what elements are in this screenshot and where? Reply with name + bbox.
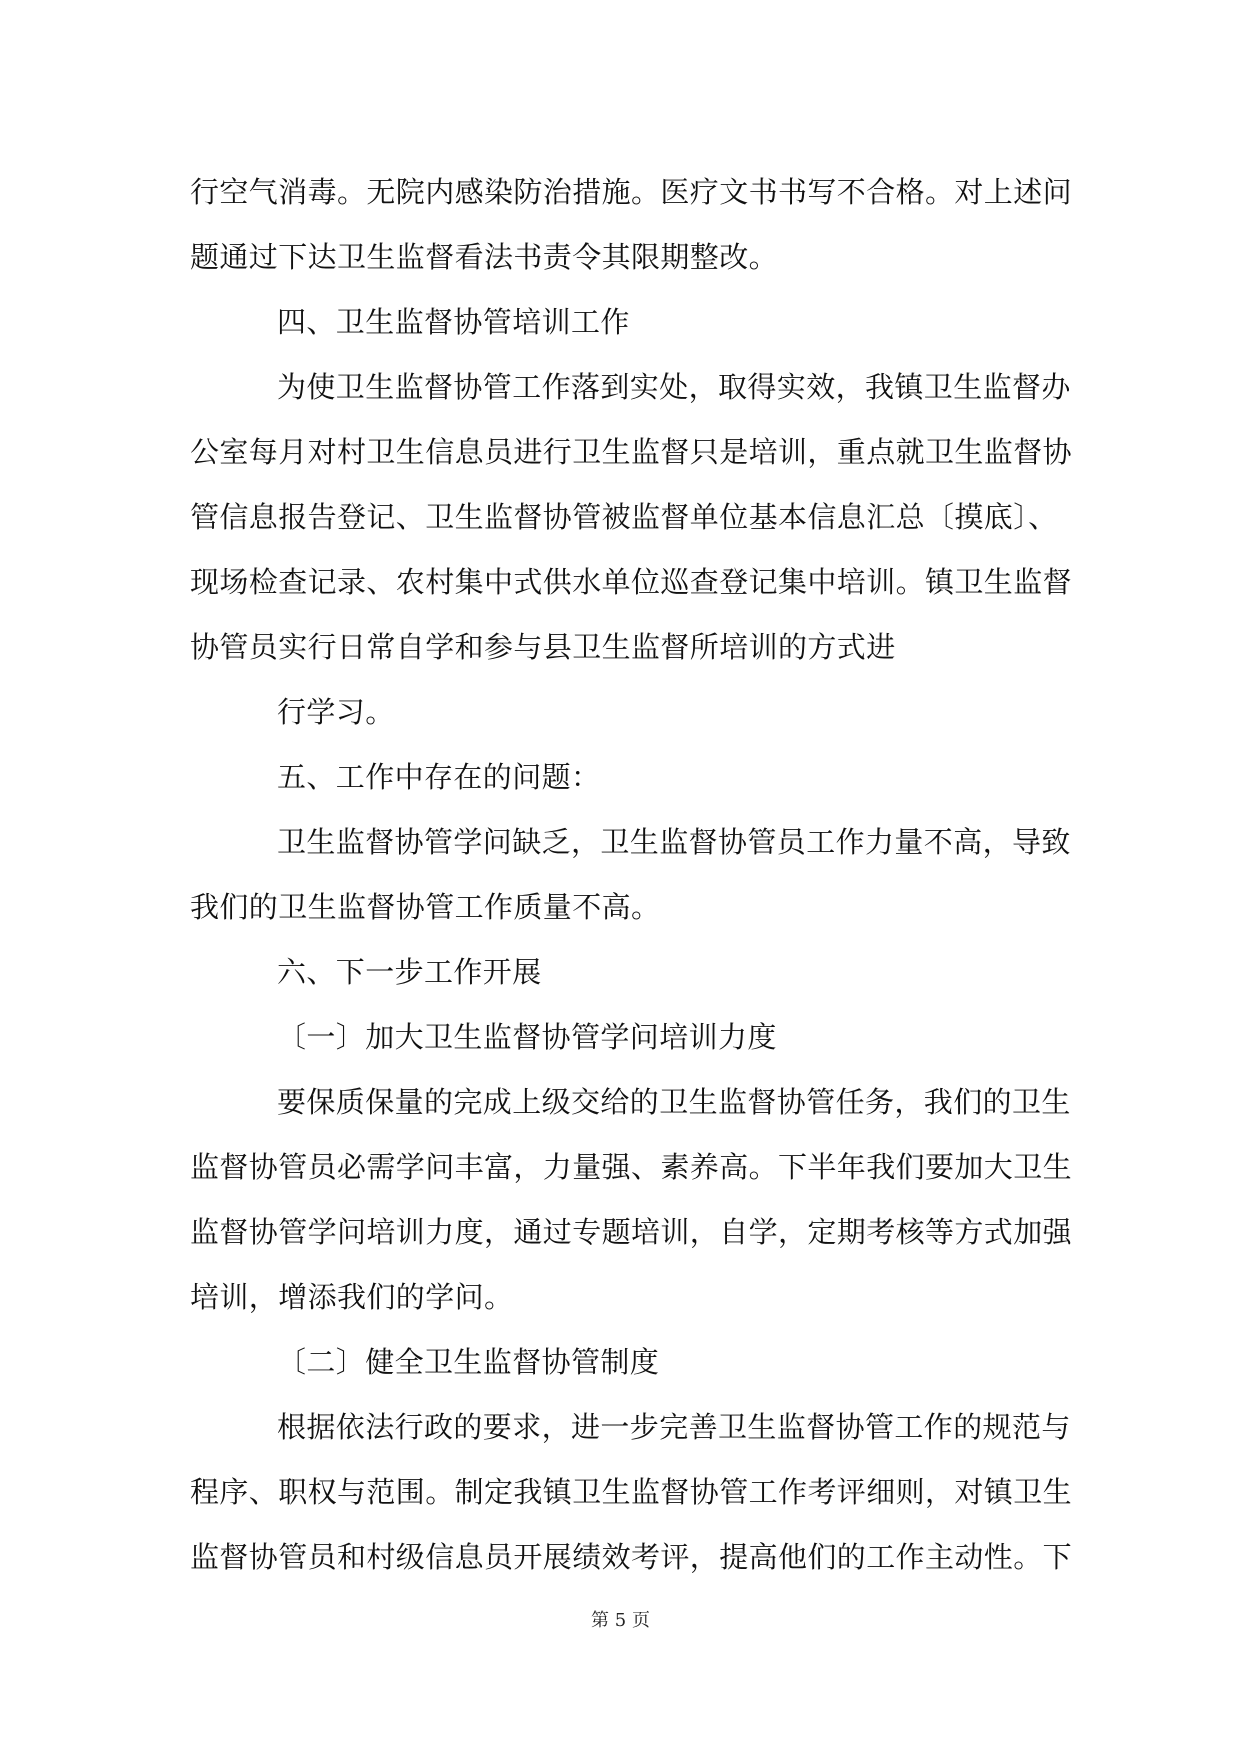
- text-line: 协管员实行日常自学和参与县卫生监督所培训的方式进: [190, 630, 896, 664]
- text-line: 公室每月对村卫生信息员进行卫生监督只是培训，重点就卫生监督协: [190, 435, 1073, 469]
- paragraph-start: 为使卫生监督协管工作落到实处，取得实效，我镇卫生监督办: [277, 370, 1071, 404]
- paragraph-start: 要保质保量的完成上级交给的卫生监督协管任务，我们的卫生: [277, 1085, 1071, 1119]
- paragraph-start: 卫生监督协管学问缺乏，卫生监督协管员工作力量不高，导致: [277, 825, 1071, 859]
- page-number: 第 5 页: [591, 1610, 650, 1631]
- text-line: 行学习。: [277, 695, 395, 729]
- text-line: 管信息报告登记、卫生监督协管被监督单位基本信息汇总〔摸底〕、: [190, 500, 1058, 534]
- text-line: 现场检查记录、农村集中式供水单位巡查登记集中培训。镇卫生监督: [190, 565, 1073, 599]
- text-line: 题通过下达卫生监督看法书责令其限期整改。: [190, 240, 779, 274]
- paragraph-start: 根据依法行政的要求，进一步完善卫生监督协管工作的规范与: [277, 1410, 1071, 1444]
- section-heading: 四、卫生监督协管培训工作: [277, 305, 630, 339]
- document-body: [190, 160, 1073, 1590]
- text-line: 培训，增添我们的学问。: [190, 1280, 514, 1314]
- text-line: 监督协管员和村级信息员开展绩效考评，提高他们的工作主动性。下: [190, 1540, 1073, 1574]
- subsection-heading: 〔一〕加大卫生监督协管学问培训力度: [277, 1020, 777, 1054]
- subsection-heading: 〔二〕健全卫生监督协管制度: [277, 1345, 660, 1379]
- text-line: 行空气消毒。无院内感染防治措施。医疗文书书写不合格。对上述问: [190, 175, 1073, 209]
- text-line: 我们的卫生监督协管工作质量不高。: [190, 890, 661, 924]
- text-line: 监督协管学问培训力度，通过专题培训，自学，定期考核等方式加强: [190, 1215, 1073, 1249]
- section-heading: 五、工作中存在的问题：: [277, 760, 601, 794]
- text-line: 程序、职权与范围。制定我镇卫生监督协管工作考评细则，对镇卫生: [190, 1475, 1073, 1509]
- section-heading: 六、下一步工作开展: [277, 955, 542, 989]
- text-line: 监督协管员必需学问丰富，力量强、素养高。下半年我们要加大卫生: [190, 1150, 1073, 1184]
